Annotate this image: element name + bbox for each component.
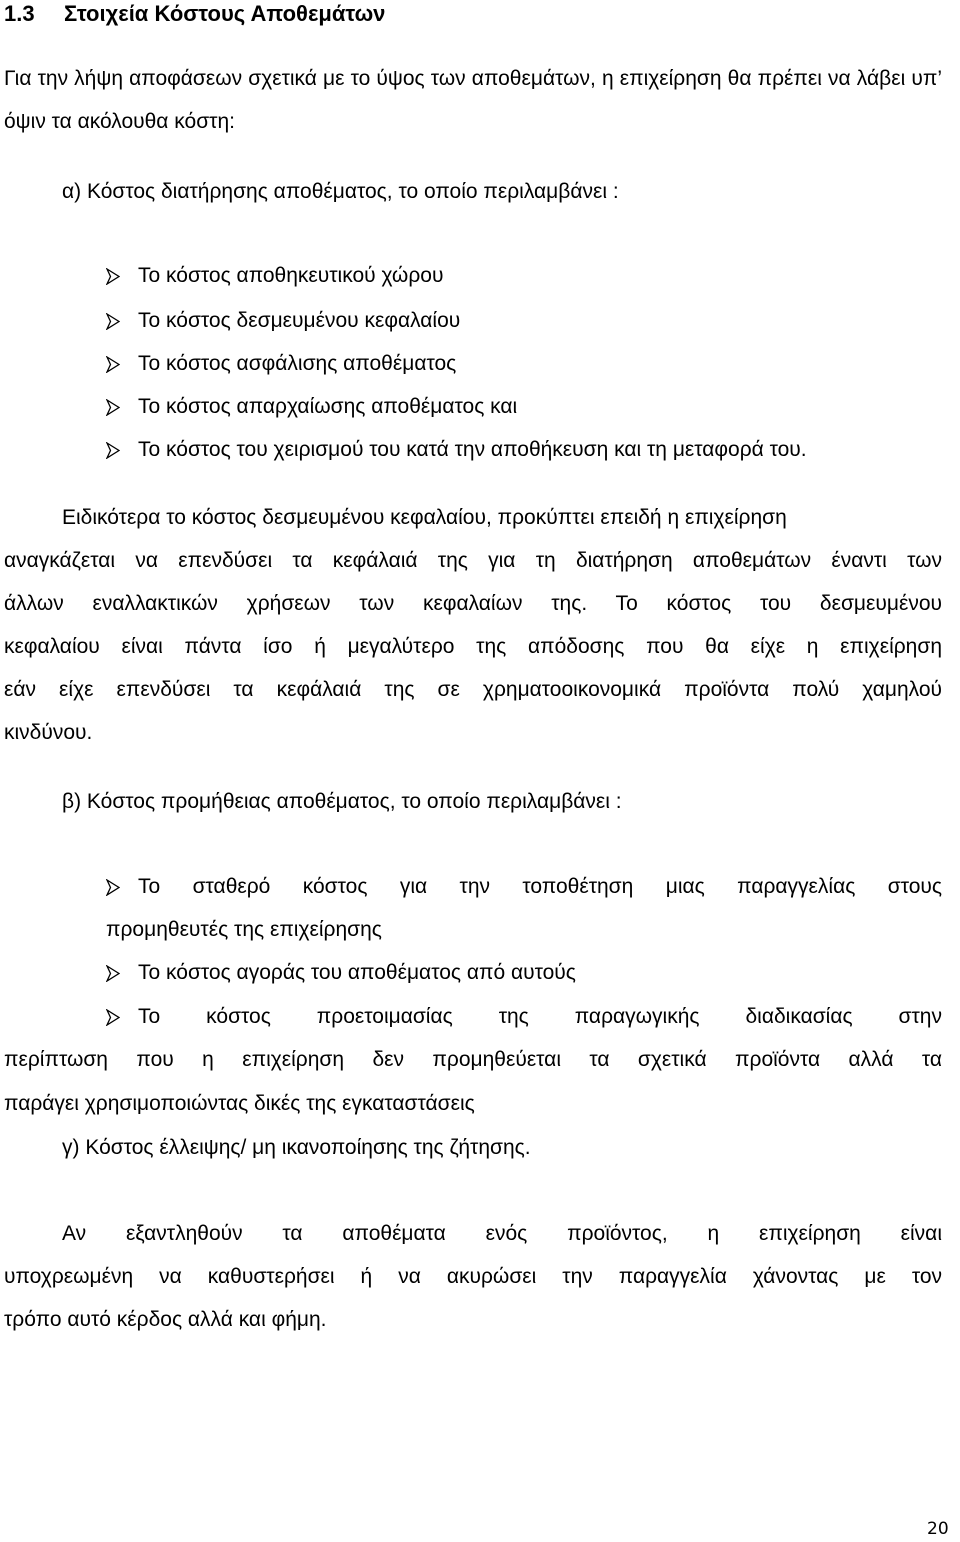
arrowhead-bullet-icon [106, 965, 120, 982]
part-c-heading: γ) Κόστος έλλειψης/ μη ικανοποίησης της ζήτησης. [62, 1136, 531, 1159]
arrowhead-bullet-icon [106, 268, 120, 285]
intro-paragraph: Για την λήψη αποφάσεων σχετικά με το ύψος των αποθεμάτων, η επιχείρηση θα πρέπει να λάβει υπ’ όψιν τα ακόλουθα κόστη: [4, 67, 942, 133]
part-a-bullet-1 [106, 262, 443, 290]
arrowhead-bullet-icon [106, 1009, 120, 1026]
part-b-bullet-2 [106, 959, 576, 987]
bullet-text: Το σταθερό κόστος για την τοποθέτηση μιας παραγγελίας στους [138, 875, 942, 898]
bullet-text: Το κόστος αγοράς του αποθέματος από αυτούς [138, 961, 576, 984]
part-a-bullet-3 [106, 350, 456, 378]
part-b-bullet-3 [106, 1003, 942, 1031]
conclusion-line-3: τρόπο αυτό κέρδος αλλά και φήμη. [4, 1308, 327, 1331]
part-a-bullet-2 [106, 307, 460, 335]
explanation-line-3: άλλων εναλλακτικών χρήσεων των κεφαλαίων της. Το κόστος του δεσμευμένου [4, 592, 942, 615]
bullet-text: Το κόστος του χειρισμού του κατά την αποθήκευση και τη μεταφορά του. [138, 438, 807, 461]
explanation-line-4: κεφαλαίου είναι πάντα ίσο ή μεγαλύτερο της απόδοσης που θα είχε η επιχείρηση [4, 635, 942, 658]
part-b-bullet-1-continuation: προμηθευτές της επιχείρησης [106, 918, 382, 941]
part-b-bullet-3-continuation-1: περίπτωση που η επιχείρηση δεν προμηθεύεται τα σχετικά προϊόντα αλλά τα [4, 1048, 942, 1071]
section-number: 1.3 [4, 1, 35, 26]
part-b-bullet-3-continuation-2: παράγει χρησιμοποιώντας δικές της εγκαταστάσεις [4, 1092, 475, 1115]
arrowhead-bullet-icon [106, 442, 120, 459]
explanation-line-2: αναγκάζεται να επενδύσει τα κεφάλαιά της για τη διατήρηση αποθεμάτων έναντι των [4, 549, 942, 572]
arrowhead-bullet-icon [106, 879, 120, 896]
part-b-bullet-1 [106, 873, 942, 901]
part-a-bullet-4 [106, 393, 517, 421]
explanation-line-6: κινδύνου. [4, 721, 93, 744]
bullet-text: Το κόστος ασφάλισης αποθέματος [138, 352, 457, 375]
part-a-heading: α) Κόστος διατήρησης αποθέματος, το οποίο περιλαμβάνει : [62, 180, 619, 203]
explanation-line-5: εάν είχε επενδύσει τα κεφάλαιά της σε χρηματοοικονομικά προϊόντα πολύ χαμηλού [4, 678, 942, 701]
section-title: Στοιχεία Κόστους Αποθεμάτων [64, 1, 386, 26]
explanation-line-1: Ειδικότερα το κόστος δεσμευμένου κεφαλαίου, προκύπτει επειδή η επιχείρηση [62, 506, 787, 529]
arrowhead-bullet-icon [106, 399, 120, 416]
bullet-text: Το κόστος δεσμευμένου κεφαλαίου [138, 309, 461, 332]
arrowhead-bullet-icon [106, 313, 120, 330]
section-heading [4, 0, 385, 28]
bullet-text: Το κόστος απαρχαίωσης αποθέματος και [138, 395, 518, 418]
page-number: 20 [927, 1519, 949, 1539]
conclusion-line-2: υποχρεωμένη να καθυστερήσει ή να ακυρώσει την παραγγελία χάνοντας με τον [4, 1265, 942, 1288]
arrowhead-bullet-icon [106, 356, 120, 373]
part-b-heading: β) Κόστος προμήθειας αποθέματος, το οποίο περιλαμβάνει : [62, 790, 622, 813]
bullet-text: Το κόστος προετοιμασίας της παραγωγικής διαδικασίας στην [138, 1005, 942, 1028]
conclusion-line-1: Αν εξαντληθούν τα αποθέματα ενός προϊόντος, η επιχείρηση είναι [62, 1222, 942, 1245]
part-a-bullet-5 [106, 436, 807, 464]
bullet-text: Το κόστος αποθηκευτικού χώρου [138, 264, 444, 287]
